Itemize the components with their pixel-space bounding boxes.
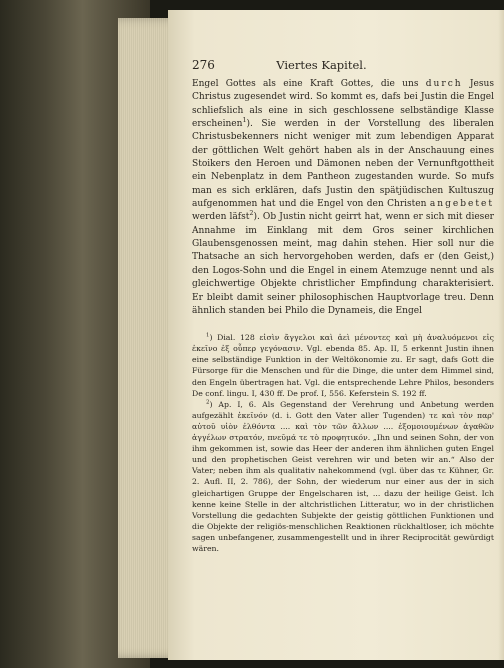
book-page bbox=[168, 10, 504, 660]
body-text-emphasis: durch bbox=[425, 79, 463, 89]
body-text-segment: Engel Gottes als eine Kraft Gottes, die uns bbox=[192, 79, 426, 89]
body-text-segment: ). Sie werden in der Vorstellung des liberalen Christusbekenners nicht weniger mit zum lebendigen Apparat der göttlichen Welt gehört haben als in der Anschauung eines Stoikers den Heroen und Dämonen neben der Vernunftgottheit ein Nebenplatz in dem Pantheon zugestanden wurde. So mufs man es sich erklären, dafs Justin den spätjüdischen Kultuszug aufgenommen hat und die Engel von den Christen bbox=[192, 119, 494, 210]
page-edge-shading bbox=[498, 10, 504, 660]
page-number: 276 bbox=[192, 58, 215, 72]
body-text-segment: Jesus Christus zugesendet wird. So kommt es, dafs bei Justin die Engel schliefslich als eine in sich geschlossene selbständige Klasse erscheinen bbox=[192, 79, 494, 130]
footnote-text: ) Dial. 128 εἰσὶν ἄγγελοι καὶ ἀεὶ μένοντες καὶ μὴ ἀναλυόμενοι εἰς ἐκεῖνο ἐξ οὗπερ γεγόνασιν. Vgl. ebenda 85. Ap. II, 5 erkennt Justin ihnen eine selbständige Funktion in der Weltökonomie zu. Er sagt, dafs Gott die Fürsorge für die Menschen und für die Dinge, die unter dem Himmel sind, den Engeln übertragen hat. Vgl. die entsprechende Lehre Philos, besonders De conf. lingu. I, 430 ff. De prof. I, 556. Keferstein S. 192 ff. bbox=[192, 333, 494, 398]
footnote-marker: 2 bbox=[206, 399, 210, 406]
running-head bbox=[192, 58, 494, 72]
body-text-segment: ). Ob Justin nicht geirrt hat, wenn er sich mit dieser Annahme im Einklang mit dem Gros seiner kirchlichen Glaubensgenossen meint, mag dahin stehen. Hier soll nur die Thatsache an sich hervorgehoben werden, dafs er (den Geist,) den Logos-Sohn und die Engel in einem Atemzuge nennt und als gleichwertige Objekte christlicher Empfindung charakterisiert. Er bleibt damit seiner philosophischen Hauptvorlage treu. Denn ähnlich standen bei Philo die Dynameis, die Engel bbox=[192, 212, 495, 316]
footnote-text: ) Ap. I, 6. Als Gegenstand der Verehrung und Anbetung werden aufgezählt ἐκεῖνόν (d. i. Gott den Vater aller Tugenden) τε καὶ τὸν παρ' αὐτοῦ υἱὸν ἐλθόντα .... καὶ τὸν τῶν ἄλλων .... ἑξομοιουμένων ἀγαθῶν ἀγγέλων στρατόν, πνεῦμά τε τὸ προφητικόν. „Ihn und seinen Sohn, der von ihm gekommen ist, sowie das Heer der anderen ihm ähnlichen guten Engel und den prophetischen Geist verehren wir und beten wir an.“ Also der Vater; neben ihm als qualitativ nahekommend (vgl. über das τε Kühner, Gr. 2. Aufl. II, 2. 786), der Sohn, der wiederum nur einer aus der in sich gleichartigen Gruppe der Engelscharen ist, ... dazu der heilige Geist. Ich kenne keine Stelle in der altchristlichen Litteratur, wo in der christlichen Vorstellung die gedachten Subjekte der geistig göttlichen Funktionen und die Objekte der religiös-menschlichen Reaktionen rückhaltloser, ich möchte sagen unbefangener, zusammengestellt und in ihrer Reciprocität gewürdigt wären. bbox=[192, 399, 494, 553]
footnote bbox=[192, 399, 494, 554]
footnote-marker: 1 bbox=[206, 332, 210, 339]
chapter-title: Viertes Kapitel. bbox=[276, 58, 367, 72]
body-paragraph bbox=[192, 78, 494, 318]
body-text-segment: werden läfst bbox=[192, 212, 250, 223]
body-text-emphasis: angebetet bbox=[429, 199, 494, 210]
footnotes bbox=[192, 332, 494, 554]
footnote bbox=[192, 332, 494, 399]
footnote-ref: 2 bbox=[249, 210, 254, 218]
footnote-ref: 1 bbox=[242, 117, 247, 125]
